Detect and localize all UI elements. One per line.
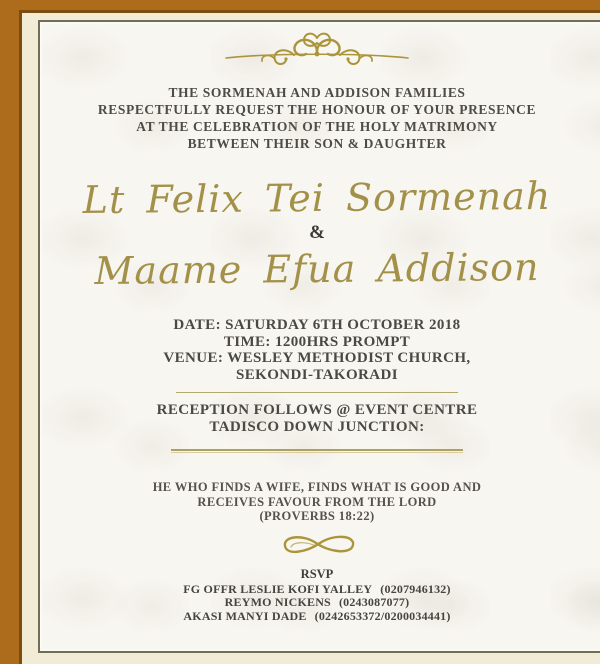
swirl-knot-icon xyxy=(40,530,594,565)
contact-row xyxy=(40,596,594,610)
contact-row xyxy=(40,583,594,597)
reception-details xyxy=(40,402,594,436)
verse-line-3: (PROVERBS 18:22) xyxy=(259,509,375,523)
filigree-flourish-icon xyxy=(40,27,594,70)
contact-name: AKASI MANYI DADE xyxy=(183,609,307,624)
groom-name: Lt Felix Tei Sormenah xyxy=(82,173,552,223)
rsvp-heading: RSVP xyxy=(300,566,334,581)
bible-verse xyxy=(40,480,594,524)
ampersand: & xyxy=(309,222,325,243)
contact-phone: (0207946132) xyxy=(380,581,451,596)
event-details xyxy=(40,317,594,383)
detail-date: DATE: SATURDAY 6TH OCTOBER 2018 xyxy=(173,317,461,333)
reception-line-1: RECEPTION FOLLOWS @ EVENT CENTRE xyxy=(156,402,478,418)
host-families-text xyxy=(40,84,594,152)
invitation-card xyxy=(38,20,600,653)
reception-line-2: TADISCO DOWN JUNCTION: xyxy=(209,419,425,435)
verse-line-1: HE WHO FINDS A WIFE, FINDS WHAT IS GOOD AND xyxy=(152,480,482,494)
detail-venue: VENUE: WESLEY METHODIST CHURCH, xyxy=(163,350,471,366)
divider-line-top xyxy=(176,392,458,393)
bride-name: Maame Efua Addison xyxy=(94,245,540,293)
invitation-content xyxy=(40,22,594,651)
detail-city: SEKONDI-TAKORADI xyxy=(236,366,398,383)
contact-phone: (0243087077) xyxy=(338,595,410,610)
detail-time: TIME: 1200HRS PROMPT xyxy=(223,333,411,350)
intro-line-2: RESPECTFULLY REQUEST THE HONOUR OF YOUR PRESENCE xyxy=(97,102,537,117)
invitation-mat xyxy=(22,13,600,664)
contact-row xyxy=(40,610,594,624)
intro-line-1: THE SORMENAH AND ADDISON FAMILIES xyxy=(168,85,466,100)
intro-line-4: BETWEEN THEIR SON & DAUGHTER xyxy=(187,136,447,151)
rsvp-contacts xyxy=(40,583,594,624)
verse-line-2: RECEIVES FAVOUR FROM THE LORD xyxy=(197,494,437,509)
contact-phone: (0242653372/0200034441) xyxy=(314,609,451,624)
divider-line-bottom xyxy=(171,449,463,453)
intro-line-3: AT THE CELEBRATION OF THE HOLY MATRIMONY xyxy=(136,119,498,134)
contact-name: REYMO NICKENS xyxy=(224,595,331,610)
contact-name: FG OFFR LESLIE KOFI YALLEY xyxy=(183,581,373,596)
